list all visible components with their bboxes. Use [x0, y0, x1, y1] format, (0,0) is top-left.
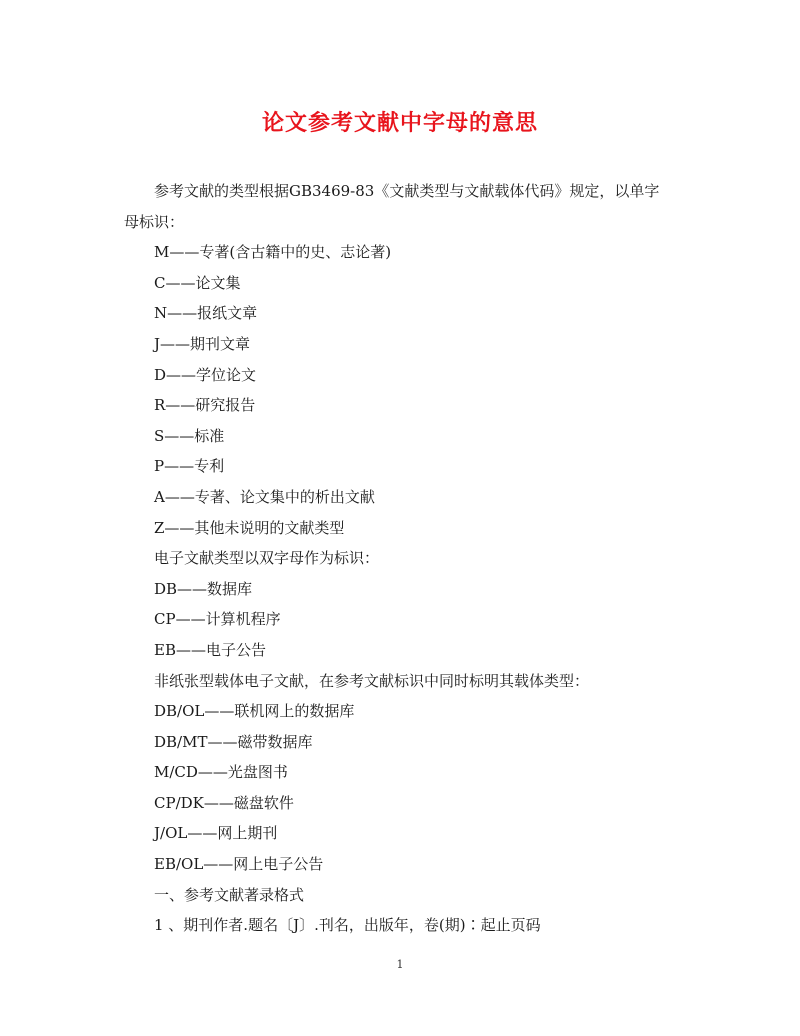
document-title: 论文参考文献中字母的意思 — [261, 110, 538, 136]
intro-paragraph-line-1: 参考文献的类型根据GB3469-83《文献类型与文献载体代码》规定，以单字 — [154, 182, 660, 200]
list-item: DB/OL——联机网上的数据库 — [154, 702, 355, 721]
list-item: DB——数据库 — [154, 579, 253, 598]
list-item: N——报纸文章 — [154, 304, 258, 323]
section-note: 非纸张型载体电子文献，在参考文献标识中同时标明其载体类型： — [154, 671, 590, 690]
section-heading: 一、参考文献著录格式 — [154, 885, 305, 904]
list-item: D——学位论文 — [154, 365, 257, 384]
format-line: 1 、期刊作者.题名〔J〕.刊名，出版年，卷(期)∶起止页码 — [154, 916, 541, 935]
list-item: P——专利 — [154, 457, 225, 476]
list-item: M/CD——光盘图书 — [154, 763, 288, 782]
list-item: EB/OL——网上电子公告 — [154, 855, 324, 874]
list-item: R——研究报告 — [154, 396, 256, 415]
list-item: J/OL——网上期刊 — [154, 824, 278, 843]
intro-paragraph-line-2: 母标识： — [124, 212, 185, 231]
list-item: M——专著(含古籍中的史、志论著) — [154, 243, 392, 262]
list-item: DB/MT——磁带数据库 — [154, 732, 313, 751]
list-item: EB——电子公告 — [154, 640, 266, 659]
list-item: S——标准 — [154, 426, 225, 445]
list-item: CP/DK——磁盘软件 — [154, 793, 294, 812]
document-body — [124, 176, 684, 941]
list-item: A——专著、论文集中的析出文献 — [154, 487, 375, 506]
list-item: J——期刊文章 — [154, 334, 251, 353]
list-item: Z——其他未说明的文献类型 — [154, 518, 345, 537]
section-note: 电子文献类型以双字母作为标识： — [154, 549, 380, 568]
list-item: C——论文集 — [154, 273, 241, 292]
page-number: 1 — [396, 958, 404, 971]
list-item: CP——计算机程序 — [154, 610, 281, 629]
